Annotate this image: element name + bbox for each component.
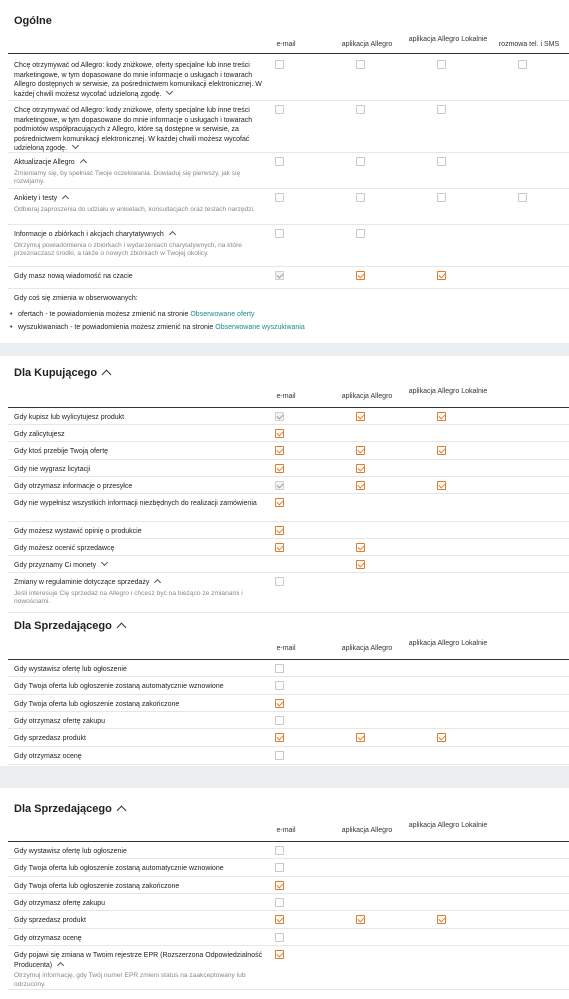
chevron-down-icon[interactable]: [166, 87, 173, 94]
observed-searches-link[interactable]: Obserwowane wyszukiwania: [215, 324, 305, 331]
row-description: Otrzymuj powiadomienia o zbiórkach i wydarzeniach charytatywnych, na które przeznaczasz środki, a także o nowych zbiórkach w Twojej okolicy.: [14, 241, 242, 257]
row-label: [14, 561, 269, 571]
row-description: Otrzymuj informację, gdy Twój numer EPR zmieni status na zaakceptowany lub odrzucony.: [14, 972, 246, 988]
checkbox-email[interactable]: [275, 446, 284, 455]
row-label-text: Gdy Twoja oferta lub ogłoszenie zostaną zakończone: [14, 701, 180, 708]
row-label-text: Gdy otrzymasz ofertę zakupu: [14, 718, 106, 725]
row-label-text: Gdy przyznamy Ci monety: [14, 562, 97, 569]
row-label-text: Gdy możesz wystawić opinię o produkcie: [14, 528, 142, 535]
checkbox-email[interactable]: [275, 933, 284, 942]
row-label-text: Ankiety i testy: [14, 195, 58, 202]
checkbox-app-lokalnie[interactable]: [437, 60, 446, 69]
checkbox-email[interactable]: [275, 429, 284, 438]
row-label-text: Gdy masz nową wiadomość na czacie: [14, 273, 133, 280]
checkbox-app-allegro[interactable]: [356, 446, 365, 455]
checkbox-app-allegro[interactable]: [356, 60, 365, 69]
column-header-email: e-mail: [276, 645, 296, 652]
row-label-text: Gdy sprzedasz produkt: [14, 735, 86, 742]
checkbox-email[interactable]: [275, 681, 284, 690]
section-title: Ogólne: [14, 15, 52, 27]
checkbox-app-allegro[interactable]: [356, 915, 365, 924]
checkbox-app-lokalnie[interactable]: [437, 105, 446, 114]
row-label-text: Aktualizacje Allegro: [14, 159, 75, 166]
table-row: [8, 841, 569, 859]
table-row: [8, 676, 569, 695]
column-header-app-lokalnie: aplikacja Allegro Lokalnie: [408, 36, 488, 43]
chevron-up-icon[interactable]: [169, 231, 176, 238]
row-label-text: Gdy otrzymasz ocenę: [14, 753, 82, 760]
row-label-text: Gdy otrzymasz ofertę zakupu: [14, 900, 106, 907]
row-label-text: Gdy Twoja oferta lub ogłoszenie zostaną automatycznie wznowione: [14, 683, 224, 690]
row-label: [14, 527, 269, 537]
checkbox-email: [275, 412, 284, 421]
row-label: [14, 717, 269, 727]
row-label: [14, 106, 269, 154]
table-row: [8, 711, 569, 729]
table-row: [8, 407, 569, 425]
row-label: [14, 430, 269, 440]
row-label-text: Gdy Twoja oferta lub ogłoszenie zostaną automatycznie wznowione: [14, 865, 224, 872]
table-row: [8, 659, 569, 677]
checkbox-email[interactable]: [275, 543, 284, 552]
table-row: [8, 858, 569, 877]
checkbox-app-lokalnie[interactable]: [437, 733, 446, 742]
table-row: [8, 555, 569, 573]
checkbox-email: [275, 481, 284, 490]
checkbox-email[interactable]: [275, 577, 284, 586]
table-row: [8, 55, 569, 101]
column-header-phone-sms: rozmowa tel. i SMS: [498, 41, 560, 48]
row-label-text: Gdy możesz ocenić sprzedawcę: [14, 545, 115, 552]
checkbox-email[interactable]: [275, 157, 284, 166]
checkbox-phone-sms[interactable]: [518, 60, 527, 69]
table-row: [8, 100, 569, 153]
row-label: [14, 61, 269, 99]
row-label-text: Gdy nie wygrasz licytacji: [14, 466, 91, 473]
table-row: [8, 928, 569, 946]
checkbox-app-allegro[interactable]: [356, 464, 365, 473]
row-label-text: Gdy zalicytujesz: [14, 431, 65, 438]
row-label-text: Gdy wystawisz ofertę lub ogłoszenie: [14, 666, 127, 673]
section-title[interactable]: Dla Sprzedającego: [14, 620, 125, 632]
checkbox-app-lokalnie[interactable]: [437, 157, 446, 166]
row-label: [14, 230, 269, 259]
checkbox-app-allegro[interactable]: [356, 543, 365, 552]
row-label-text: Gdy nie wypełnisz wszystkich informacji niezbędnych do realizacji zamówienia: [14, 500, 257, 507]
table-row: [8, 459, 569, 477]
table-row: [8, 910, 569, 929]
row-label-text: Gdy kupisz lub wylicytujesz produkt: [14, 414, 125, 421]
checkbox-app-allegro[interactable]: [356, 157, 365, 166]
row-description: Jeśli interesuje Cię sprzedaż na Allegro i chcesz być na bieżąco ze zmianami i nowościami.: [14, 589, 243, 605]
row-label: [14, 847, 269, 857]
checkbox-app-lokalnie[interactable]: [437, 271, 446, 280]
row-label: [14, 951, 269, 989]
table-row: [8, 538, 569, 556]
checkbox-email[interactable]: [275, 733, 284, 742]
row-label: [14, 413, 269, 423]
column-header-app-allegro: aplikacja Allegro: [341, 393, 393, 400]
table-row: [8, 728, 569, 747]
checkbox-email[interactable]: [275, 526, 284, 535]
checkbox-email[interactable]: [275, 229, 284, 238]
chevron-up-icon[interactable]: [62, 195, 69, 202]
chevron-up-icon[interactable]: [116, 623, 126, 633]
column-header-app-lokalnie: aplikacja Allegro Lokalnie: [408, 640, 488, 647]
table-row: [8, 876, 569, 894]
row-label-text: Informacje o zbiórkach i akcjach charytatywnych: [14, 231, 164, 238]
section-title[interactable]: Dla Sprzedającego: [14, 803, 125, 815]
chevron-up-icon[interactable]: [80, 159, 87, 166]
row-label-text: Gdy ktoś przebije Twoją ofertę: [14, 448, 109, 455]
table-row: [8, 476, 569, 494]
row-label: [14, 934, 269, 944]
column-header-app-allegro: aplikacja Allegro: [341, 827, 393, 834]
chevron-down-icon[interactable]: [72, 142, 79, 149]
row-label: [14, 899, 269, 909]
checkbox-email[interactable]: [275, 699, 284, 708]
row-label-text: Gdy Twoja oferta lub ogłoszenie zostaną zakończone: [14, 883, 180, 890]
row-label: [14, 578, 269, 607]
checkbox-app-allegro[interactable]: [356, 105, 365, 114]
row-label: [14, 158, 269, 187]
row-label: [14, 734, 269, 744]
checkbox-app-lokalnie[interactable]: [437, 193, 446, 202]
checkbox-email[interactable]: [275, 950, 284, 959]
row-label: [14, 272, 269, 282]
row-label-text: Gdy wystawisz ofertę lub ogłoszenie: [14, 848, 127, 855]
checkbox-email[interactable]: [275, 751, 284, 760]
column-header-app-lokalnie: aplikacja Allegro Lokalnie: [408, 388, 488, 395]
checkbox-app-allegro[interactable]: [356, 412, 365, 421]
checkbox-email[interactable]: [275, 193, 284, 202]
row-description: Odbieraj zaproszenia do udziału w ankietach, konsultacjach oraz testach narzędzi.: [14, 205, 255, 213]
table-row: [8, 188, 569, 225]
table-header-divider: [8, 53, 569, 54]
checkbox-email[interactable]: [275, 846, 284, 855]
observed-offers-link[interactable]: Obserwowane oferty: [190, 311, 255, 318]
row-description: Zmieniamy się, by spełniać Twoje oczekiwania. Dowiaduj się pierwszy, jak się rozwijamy.: [14, 169, 241, 185]
chevron-up-icon[interactable]: [116, 806, 126, 816]
table-row: [8, 521, 569, 539]
checkbox-email[interactable]: [275, 716, 284, 725]
row-label: [14, 544, 269, 554]
row-label: [14, 752, 269, 762]
table-row: [8, 266, 569, 289]
column-header-email: e-mail: [276, 41, 296, 48]
table-row: [8, 152, 569, 189]
row-label-text: Zmiany w regulaminie dotyczące sprzedaży: [14, 579, 150, 586]
checkbox-email[interactable]: [275, 881, 284, 890]
section-buyer: [0, 356, 569, 614]
row-label-text: Chcę otrzymywać od Allegro: kody zniżkowe, oferty specjalne lub inne treści marketingowe, w tym dopasowane do mnie informacje o usługach i towarach Allegro dostępnych w serwisie, za pośrednictwem komunikacji elektronicznej. W każdej chwili możesz wycofać udzieloną zgodę.: [14, 62, 262, 98]
column-header-email: e-mail: [276, 827, 296, 834]
section-title[interactable]: Dla Kupującego: [14, 367, 110, 379]
table-row: [8, 424, 569, 442]
table-row: [8, 746, 569, 765]
column-header-app-allegro: aplikacja Allegro: [341, 645, 393, 652]
checkbox-email[interactable]: [275, 915, 284, 924]
checkbox-email[interactable]: [275, 863, 284, 872]
section-seller: [0, 614, 569, 766]
observed-offers-item: • ofertach - te powiadomienia możesz zmienić na stronie Obserwowane oferty: [18, 311, 255, 318]
column-header-app-lokalnie: aplikacja Allegro Lokalnie: [408, 822, 488, 829]
row-label: [14, 482, 269, 492]
checkbox-app-allegro[interactable]: [356, 560, 365, 569]
checkbox-email[interactable]: [275, 898, 284, 907]
checkbox-app-lokalnie[interactable]: [437, 446, 446, 455]
table-row: [8, 893, 569, 911]
row-label: [14, 682, 269, 692]
row-label: [14, 916, 269, 926]
section-seller-duplicate: [0, 788, 569, 999]
chevron-up-icon[interactable]: [154, 579, 161, 586]
checkbox-app-lokalnie[interactable]: [437, 915, 446, 924]
row-label-text: Chcę otrzymywać od Allegro: kody zniżkowe, oferty specjalne lub inne treści marketingowe, w tym dopasowane do mnie informacje o usługach i towarach podmiotów współpracujących z Allegro, które są dostępne w serwisie, za pośrednictwem komunikacji elektronicznej. W każdej chwili możesz wycofać udzieloną zgodę.: [14, 107, 253, 152]
row-label: [14, 194, 269, 214]
table-row: [8, 224, 569, 267]
table-row: [8, 694, 569, 712]
checkbox-phone-sms[interactable]: [518, 193, 527, 202]
checkbox-app-allegro[interactable]: [356, 481, 365, 490]
chevron-up-icon[interactable]: [102, 370, 112, 380]
chevron-down-icon[interactable]: [101, 559, 108, 566]
checkbox-app-allegro[interactable]: [356, 193, 365, 202]
checkbox-app-allegro[interactable]: [356, 271, 365, 280]
checkbox-app-allegro[interactable]: [356, 733, 365, 742]
table-row: [8, 945, 569, 990]
row-label-text: Gdy sprzedasz produkt: [14, 917, 86, 924]
row-label: [14, 499, 269, 509]
checkbox-email[interactable]: [275, 498, 284, 507]
row-label: [14, 864, 269, 874]
row-label: [14, 465, 269, 475]
row-label: [14, 447, 269, 457]
table-row: [8, 572, 569, 613]
table-row: [8, 493, 569, 522]
column-header-app-allegro: aplikacja Allegro: [341, 41, 393, 48]
checkbox-email[interactable]: [275, 105, 284, 114]
checkbox-app-lokalnie[interactable]: [437, 481, 446, 490]
table-row: [8, 441, 569, 460]
row-label-text: Gdy pojawi się zmiana w Twoim rejestrze EPR (Rozszerzona Odpowiedzialność Producenta): [14, 952, 263, 969]
row-label-text: Gdy otrzymasz informacje o przesyłce: [14, 483, 133, 490]
checkbox-app-lokalnie[interactable]: [437, 412, 446, 421]
section-general: [0, 0, 569, 343]
checkbox-email: [275, 271, 284, 280]
checkbox-app-allegro[interactable]: [356, 229, 365, 238]
row-label: [14, 700, 269, 710]
row-label: [14, 665, 269, 675]
checkbox-email[interactable]: [275, 464, 284, 473]
checkbox-email[interactable]: [275, 664, 284, 673]
observed-note: Gdy coś się zmienia w obserwowanych:: [14, 295, 138, 302]
row-label-text: Gdy otrzymasz ocenę: [14, 935, 82, 942]
row-label: [14, 882, 269, 892]
column-header-email: e-mail: [276, 393, 296, 400]
observed-searches-item: • wyszukiwaniach - te powiadomienia możesz zmienić na stronie Obserwowane wyszukiwania: [18, 324, 305, 331]
chevron-up-icon[interactable]: [57, 961, 64, 968]
checkbox-email[interactable]: [275, 60, 284, 69]
